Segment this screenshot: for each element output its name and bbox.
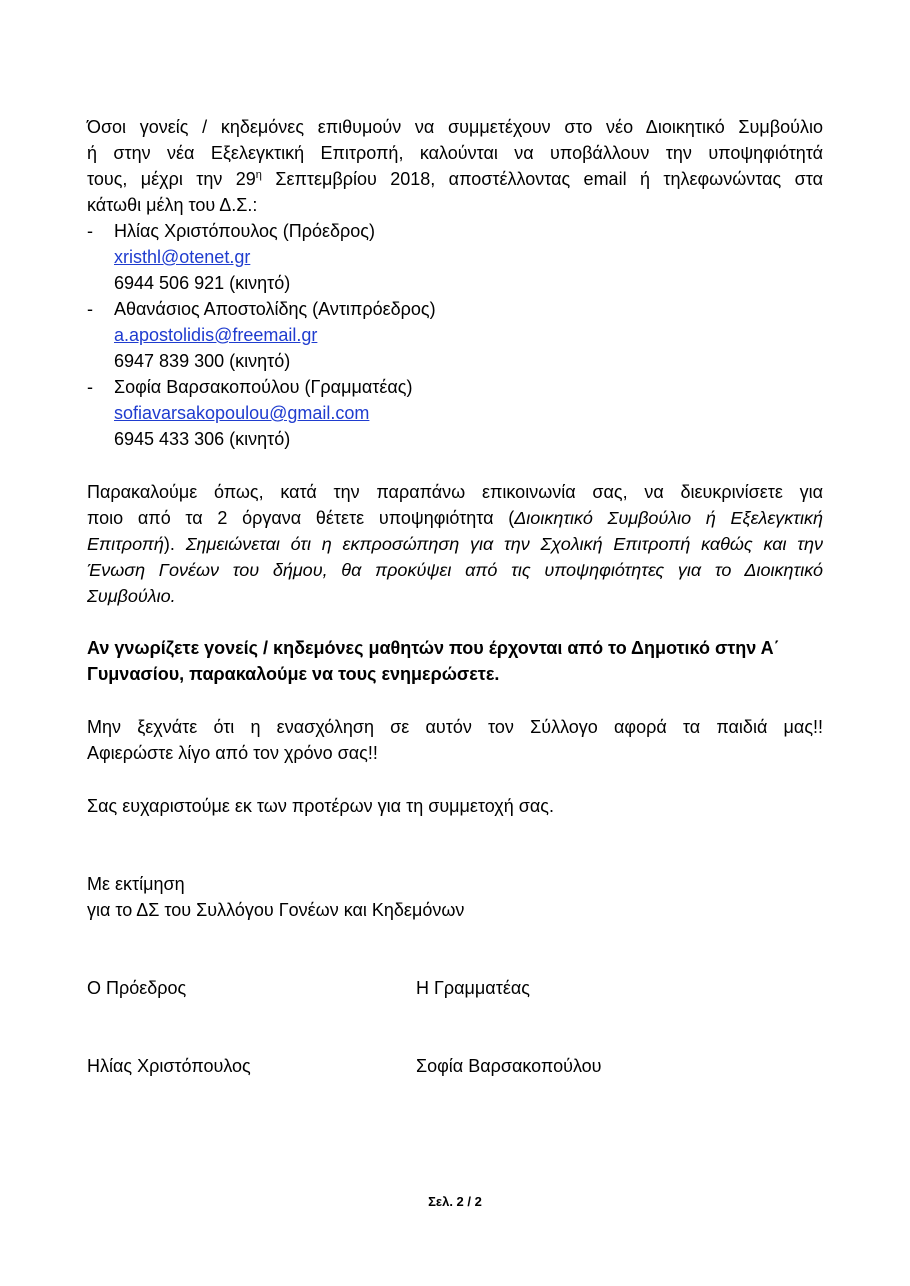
closing-line-1: Με εκτίμηση	[87, 874, 185, 894]
president-role: Ο Πρόεδρος	[87, 978, 187, 998]
para2-line-1: Παρακαλούμε όπως, κατά την παραπάνω επικοινωνία σας, να διευκρινίσετε για	[87, 482, 823, 502]
notice-paragraph	[87, 635, 823, 687]
contact-phone: 6947 839 300 (κινητό)	[114, 351, 291, 371]
secretary-role: Η Γραμματέας	[416, 978, 530, 998]
contact-name: Ηλίας Χριστόπουλος (Πρόεδρος)	[114, 221, 375, 241]
para4-line-2: Αφιερώστε λίγο από τον χρόνο σας!!	[87, 743, 378, 763]
closing	[87, 871, 823, 923]
contact-email-link[interactable]: sofiavarsakopoulou@gmail.com	[114, 403, 370, 423]
para2-line-3-text: ).	[163, 534, 186, 554]
para2-line-3-italic: Επιτροπή	[87, 534, 164, 554]
contact-name: Αθανάσιος Αποστολίδης (Αντιπρόεδρος)	[114, 299, 436, 319]
closing-line-2: για το ΔΣ του Συλλόγου Γονέων και Κηδεμόνων	[87, 900, 465, 920]
para4-line-1: Μην ξεχνάτε ότι η ενασχόληση σε αυτόν τον Σύλλογο αφορά τα παιδιά μας!!	[87, 717, 823, 737]
para2-line-3-italic-2: Σημειώνεται ότι η εκπροσώπηση για την Σχολική Επιτροπή καθώς και την	[185, 534, 823, 554]
para2-line-5: Συμβούλιο.	[87, 586, 176, 606]
intro-line-2: ή στην νέα Εξελεγκτική Επιτροπή, καλούνται να υποβάλλουν την υποψηφιότητά	[87, 143, 823, 163]
intro-line-4: κάτωθι μέλη του Δ.Σ.:	[87, 195, 258, 215]
ordinal-superscript: η	[255, 169, 262, 181]
list-dash: -	[87, 377, 93, 397]
intro-line-3-start: τους, μέχρι την 29	[87, 169, 256, 189]
thanks-paragraph	[87, 793, 823, 819]
para2-line-2	[87, 505, 823, 531]
para2-line-2-italic: Διοικητικό Συμβούλιο ή Εξελεγκτική	[514, 508, 823, 528]
intro-line-3	[87, 166, 823, 192]
para2-line-2-text: ποιο από τα 2 όργανα θέτετε υποψηφιότητα (	[87, 508, 515, 528]
para5-line: Σας ευχαριστούμε εκ των προτέρων για τη συμμετοχή σας.	[87, 796, 554, 816]
secretary-name: Σοφία Βαρσακοπούλου	[416, 1056, 602, 1076]
para3-line-1: Αν γνωρίζετε γονείς / κηδεμόνες μαθητών που έρχονται από το Δημοτικό στην Α΄	[87, 638, 780, 658]
para2-line-4: Ένωση Γονέων του δήμου, θα προκύψει από τις υποψηφιότητες για το Διοικητικό	[87, 560, 823, 580]
contact-phone: 6944 506 921 (κινητό)	[114, 273, 291, 293]
president-name: Ηλίας Χριστόπουλος	[87, 1056, 251, 1076]
contact-name: Σοφία Βαρσακοπούλου (Γραμματέας)	[114, 377, 413, 397]
reminder-paragraph	[87, 714, 823, 766]
para2-line-3	[87, 531, 823, 557]
contact-email-link[interactable]: a.apostolidis@freemail.gr	[114, 325, 318, 345]
candidacy-paragraph	[87, 479, 823, 609]
page-number: Σελ. 2 / 2	[428, 1194, 482, 1209]
list-dash: -	[87, 299, 93, 319]
contact-email-link[interactable]: xristhl@otenet.gr	[114, 247, 251, 267]
para3-line-2: Γυμνασίου, παρακαλούμε να τους ενημερώσετε.	[87, 664, 500, 684]
intro-paragraph	[87, 114, 823, 218]
intro-line-1: Όσοι γονείς / κηδεμόνες επιθυμούν να συμμετέχουν στο νέο Διοικητικό Συμβούλιο	[87, 117, 823, 137]
contact-phone: 6945 433 306 (κινητό)	[114, 429, 291, 449]
list-dash: -	[87, 221, 93, 241]
intro-line-3-end: Σεπτεμβρίου 2018, αποστέλλοντας email ή τηλεφωνώντας στα	[261, 169, 823, 189]
